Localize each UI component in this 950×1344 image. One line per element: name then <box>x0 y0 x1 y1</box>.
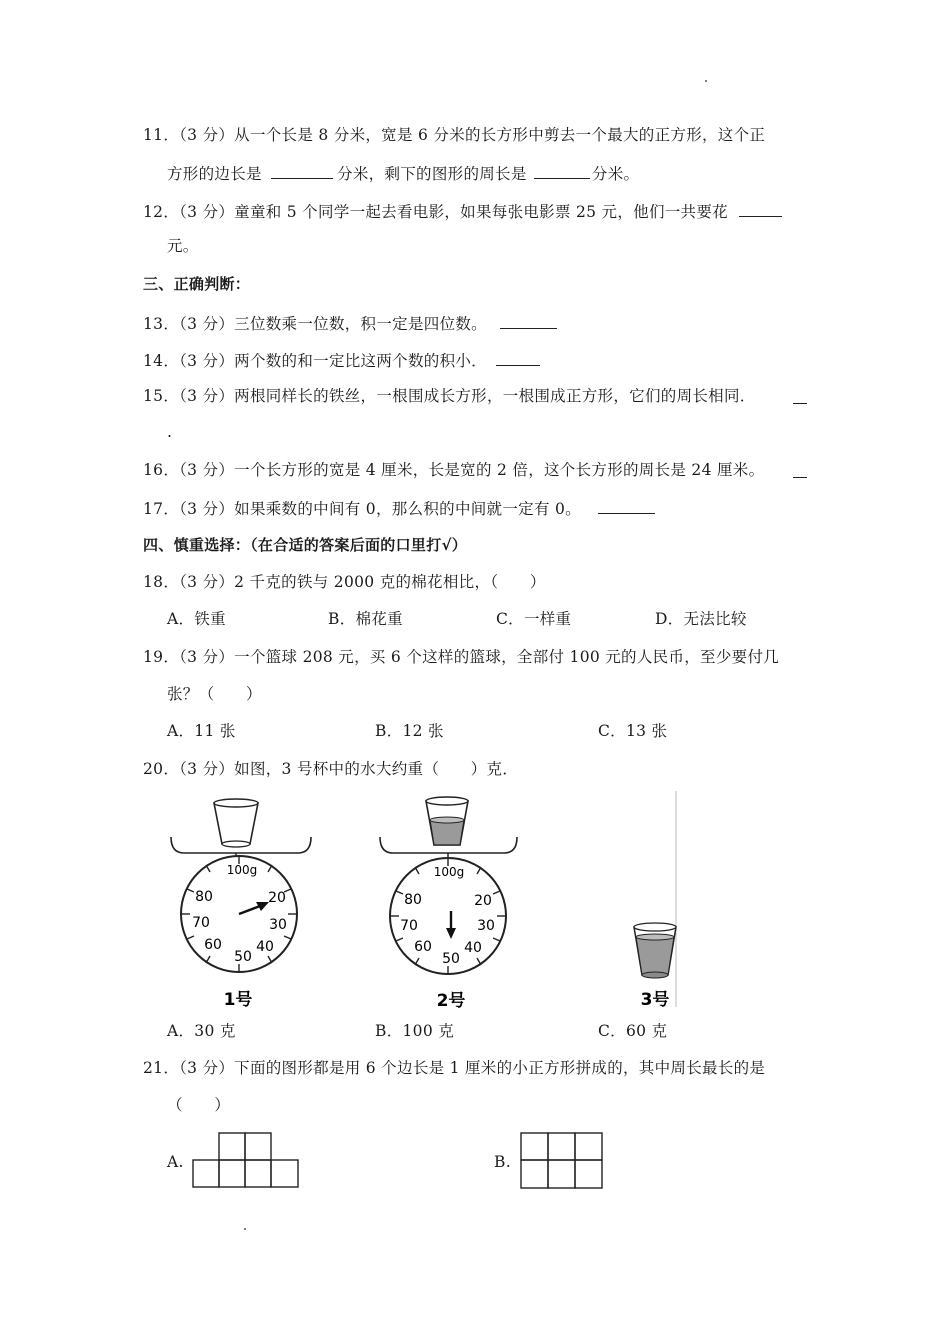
scale-2-water <box>430 820 464 845</box>
q11-line1: 11．（3 分）从一个长是 8 分米，宽是 6 分米的长方形中剪去一个最大的正方形，这个正 <box>143 126 766 144</box>
q20-option-a[interactable]: A．30 克 <box>167 1022 236 1040</box>
q13-line <box>143 312 557 334</box>
scale-2-label-50: 50 <box>442 951 460 967</box>
scale-2-label-70: 70 <box>400 918 418 934</box>
q21-line1: 21．（3 分）下面的图形都是用 6 个边长是 1 厘米的小正方形拼成的，其中周长最长的是 <box>143 1059 766 1077</box>
scale-2-label-100g: 100g <box>433 865 465 879</box>
q11-answer-blank-1[interactable] <box>271 162 333 179</box>
q13-text: 13．（3 分）三位数乘一位数，积一定是四位数。 <box>143 315 487 333</box>
q21-option-b-label[interactable]: B. <box>494 1153 511 1171</box>
scale-1-label-20: 20 <box>268 890 286 906</box>
q14-text: 14．（3 分）两个数的和一定比这两个数的积小． <box>143 352 487 370</box>
q19-option-a[interactable]: A．11 张 <box>167 722 236 740</box>
q20-option-b[interactable]: B．100 克 <box>375 1022 455 1040</box>
cup-3-caption: 3号 <box>640 990 670 1009</box>
q15-answer-blank[interactable] <box>793 387 807 404</box>
scan-dot <box>705 80 707 82</box>
section-3-heading: 三、正确判断： <box>143 275 251 293</box>
q11-text-a: 方形的边长是 <box>167 165 262 183</box>
q15-line1 <box>143 386 756 406</box>
q14-answer-blank[interactable] <box>496 349 540 366</box>
q11-answer-blank-2[interactable] <box>534 162 590 179</box>
scale-2 <box>380 797 517 1009</box>
q11-text-b: 分米，剩下的图形的周长是 <box>337 165 527 183</box>
scale-1 <box>171 799 311 1009</box>
q14-line <box>143 349 540 371</box>
q18-option-b[interactable]: B．棉花重 <box>328 610 403 628</box>
scale-2-label-40: 40 <box>464 940 482 956</box>
q11-line2 <box>167 162 639 184</box>
scale-1-label-50: 50 <box>234 949 252 965</box>
cup-3-water <box>636 937 674 975</box>
q18-option-d[interactable]: D．无法比较 <box>655 610 747 628</box>
q15-line2: . <box>167 423 173 441</box>
q12-answer-blank[interactable] <box>739 200 782 217</box>
q18-option-c[interactable]: C．一样重 <box>496 610 572 628</box>
q21-shape-a[interactable] <box>192 1132 302 1190</box>
q11-text-c: 分米。 <box>591 165 640 183</box>
scale-1-caption: 1号 <box>223 990 253 1009</box>
q21-line2: （ ） <box>167 1096 231 1114</box>
q17-answer-blank[interactable] <box>598 497 655 514</box>
q21-option-a-label[interactable]: A. <box>167 1153 184 1171</box>
scan-dot-bottom <box>244 1228 246 1230</box>
q17-text: 17．（3 分）如果乘数的中间有 0，那么积的中间就一定有 0。 <box>143 500 581 518</box>
q18-option-a[interactable]: A．铁重 <box>167 610 226 628</box>
section-4-heading: 四、慎重选择：（在合适的答案后面的口里打√） <box>143 536 468 554</box>
q18-stem: 18．（3 分）2 千克的铁与 2000 克的棉花相比，（ ） <box>143 573 546 591</box>
scale-1-label-40: 40 <box>256 939 274 955</box>
q19-line1: 19．（3 分）一个篮球 208 元，买 6 个这样的篮球，全部付 100 元的人民币，至少要付几 <box>143 648 780 666</box>
q16-line <box>143 460 764 480</box>
scale-1-label-80: 80 <box>195 889 213 905</box>
scale-2-label-30: 30 <box>477 918 495 934</box>
scale-1-label-70: 70 <box>192 915 210 931</box>
q15-text: 15．（3 分）两根同样长的铁丝，一根围成长方形，一根围成正方形，它们的周长相同． <box>143 387 756 405</box>
q17-line <box>143 497 655 519</box>
q20-stem: 20．（3 分）如图，3 号杯中的水大约重（ ）克． <box>143 760 519 778</box>
q12-line2: 元。 <box>167 237 199 255</box>
q20-option-c[interactable]: C．60 克 <box>598 1022 668 1040</box>
scale-1-empty-cup <box>214 803 258 844</box>
q19-option-b[interactable]: B．12 张 <box>375 722 444 740</box>
q13-answer-blank[interactable] <box>500 312 557 329</box>
q19-option-c[interactable]: C．13 张 <box>598 722 668 740</box>
scale-2-caption: 2号 <box>436 991 466 1009</box>
scale-1-label-30: 30 <box>269 917 287 933</box>
q12-text: 12．（3 分）童童和 5 个同学一起去看电影，如果每张电影票 25 元，他们一共要花 <box>143 203 728 221</box>
scale-2-label-60: 60 <box>414 939 432 955</box>
scale-2-label-80: 80 <box>404 892 422 908</box>
q16-answer-blank[interactable] <box>793 461 807 478</box>
scales-figure <box>168 789 678 1009</box>
q16-text: 16．（3 分）一个长方形的宽是 4 厘米，长是宽的 2 倍，这个长方形的周长是 24 厘米。 <box>143 461 765 479</box>
scale-1-label-60: 60 <box>204 937 222 953</box>
q12-line1 <box>143 200 782 222</box>
scale-2-label-20: 20 <box>474 893 492 909</box>
cup-3 <box>634 923 676 1009</box>
scale-1-label-100g: 100g <box>226 863 258 877</box>
q21-shape-b[interactable] <box>520 1132 606 1190</box>
q19-line2: 张？（ ） <box>167 685 262 703</box>
